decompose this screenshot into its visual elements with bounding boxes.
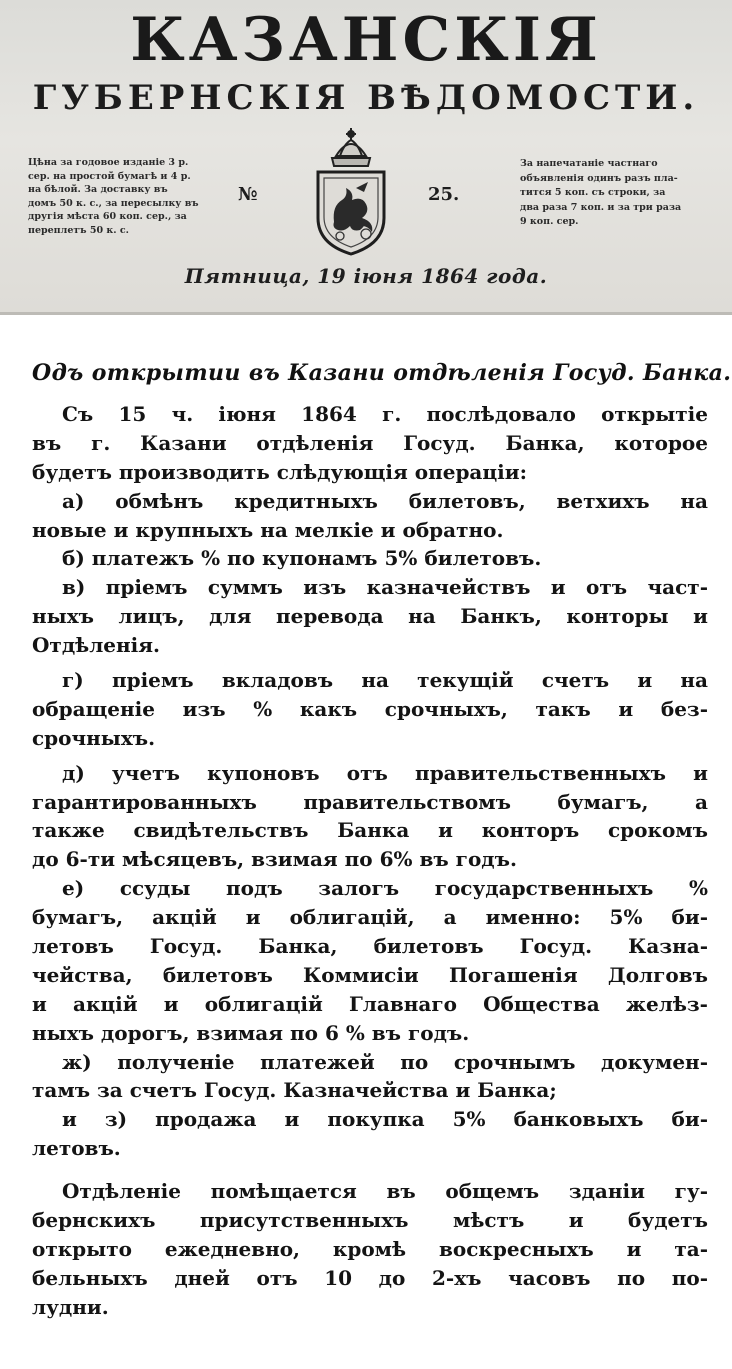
article-line: в) пріемъ суммъ изъ казначействъ и отъ част- (62, 575, 708, 600)
article-line: открыто ежедневно, кромѣ воскресныхъ и та- (32, 1236, 708, 1261)
article-line: чейства, билетовъ Коммисіи Погашенія Долговъ (32, 962, 708, 987)
subscription-price-notice (28, 156, 218, 237)
newspaper-subtitle: ГУБЕРНСКІЯ ВѢДОМОСТИ. (32, 78, 700, 118)
number-sign: № (238, 184, 258, 205)
advertising-rates-notice (520, 157, 710, 230)
article-clipping (0, 330, 732, 1369)
article-headline: Одъ открытии въ Казани отдѣленія Госуд. Банка. (32, 360, 732, 386)
ad-rate-line: два раза 7 коп. и за три раза (520, 201, 682, 213)
article-line: и з) продажа и покупка 5% банковыхъ би- (62, 1107, 708, 1132)
article-line: тамъ за счетъ Госуд. Казначейства и Банка; (32, 1078, 557, 1103)
article-line: летовъ Госуд. Банка, билетовъ Госуд. Казна- (32, 934, 708, 959)
issue-date: Пятница, 19 іюня 1864 года. (184, 264, 548, 288)
masthead (0, 0, 732, 315)
article-line: обращеніе изъ % какъ срочныхъ, такъ и без- (32, 696, 708, 721)
article-line: и акцій и облигацій Главнаго Общества желѣз- (32, 991, 708, 1016)
article-line: лудни. (32, 1294, 109, 1319)
article-body (32, 400, 708, 1322)
article-line: летовъ. (32, 1136, 121, 1161)
ad-rate-line: За напечатаніе частнаго (520, 158, 658, 169)
newspaper-title: КАЗАНСКІЯ (130, 5, 602, 75)
crowned-coat-of-arms-icon (296, 126, 406, 258)
article-line: ныхъ лицъ, для перевода на Банкъ, конторы и (32, 604, 708, 629)
article-line: бельныхъ дней отъ 10 до 2-хъ часовъ по по- (32, 1265, 708, 1290)
article-line: будетъ производить слѣдующія операціи: (32, 459, 527, 484)
article-line: Отдѣленіе помѣщается въ общемъ зданіи гу- (62, 1179, 708, 1204)
article-line: г) пріемъ вкладовъ на текущій счетъ и на (62, 668, 708, 693)
article-line: въ г. Казани отдѣленія Госуд. Банка, которое (32, 430, 708, 455)
article-line: до 6-ти мѣсяцевъ, взимая по 6% въ годъ. (32, 847, 517, 872)
article-line: ныхъ дорогъ, взимая по 6 % въ годъ. (32, 1020, 470, 1045)
issue-number: 25. (428, 184, 460, 205)
article-line: б) платежъ % по купонамъ 5% билетовъ. (62, 546, 542, 571)
article-line: Съ 15 ч. іюня 1864 г. послѣдовало открытіе (62, 402, 708, 426)
article-line: также свидѣтельствъ Банка и конторъ срокомъ (32, 818, 708, 843)
ad-rate-line: 9 коп. сер. (520, 216, 579, 227)
article-line: срочныхъ. (32, 725, 156, 750)
article-line: бумагъ, акцій и облигацій, а именно: 5% би- (32, 905, 708, 930)
price-line: другія мѣста 60 коп. сер., за (28, 211, 187, 222)
price-line: сер. на простой бумагѣ и 4 р. (28, 170, 191, 182)
article-line: новые и крупныхъ на мелкіе и обратно. (32, 517, 504, 542)
ad-rate-line: тится 5 коп. съ строки, за (520, 187, 666, 198)
article-line: Отдѣленія. (32, 633, 161, 658)
price-line: домъ 50 к. с., за пересылку въ (28, 197, 199, 209)
article-line: а) обмѣнъ кредитныхъ билетовъ, ветхихъ на (62, 488, 708, 513)
article-line: ж) полученіе платежей по срочнымъ докумен- (62, 1049, 708, 1074)
ad-rate-line: объявленія одинъ разъ пла- (520, 172, 678, 184)
article-line: д) учетъ купоновъ отъ правительственныхъ и (62, 760, 708, 785)
article-line: гарантированныхъ правительствомъ бумагъ, а (32, 789, 708, 814)
article-line: бернскихъ присутственныхъ мѣстъ и будетъ (32, 1208, 708, 1233)
price-line: Цѣна за годовое изданіе 3 р. (28, 157, 189, 168)
price-line: переплетъ 50 к. с. (28, 224, 129, 236)
price-line: на бѣлой. За доставку въ (28, 184, 168, 195)
article-line: е) ссуды подъ залогъ государственныхъ % (62, 876, 708, 901)
